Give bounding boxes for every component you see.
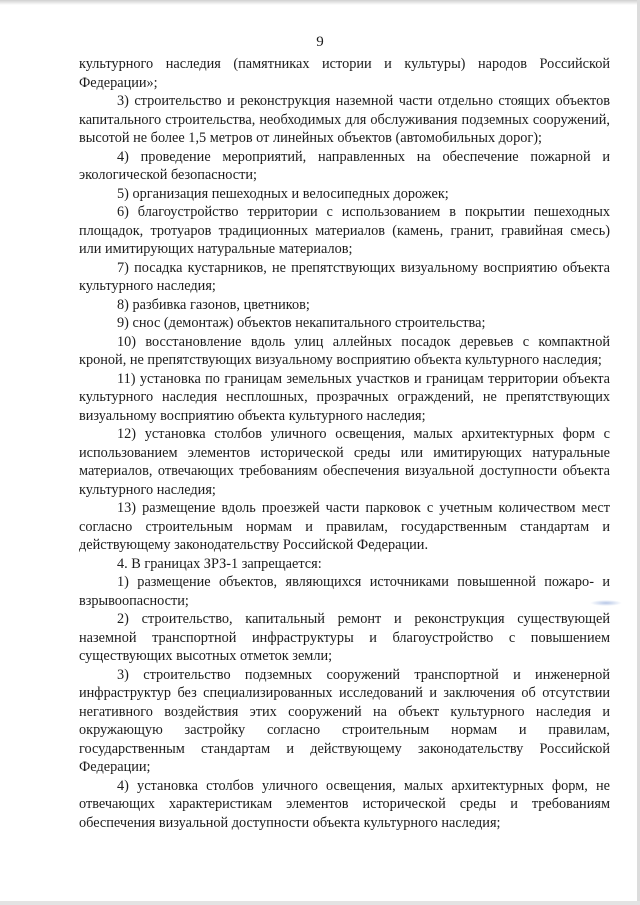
document-body: [79, 55, 610, 832]
paragraph-continuation: культурного наследия (памятниках истории и культуры) народов Российской Федерации»;: [79, 56, 610, 91]
paragraph-item-12: 12) установка столбов уличного освещения, малых архитектурных форм с использованием элементов исторической среды или имитирующих натуральные материалов, отвечающих требованиям обеспечения визуальной доступности объекта культурного наследия;: [79, 426, 610, 498]
page-number: 9: [316, 34, 324, 50]
paragraph-item-9: 9) снос (демонтаж) объектов некапитального строительства;: [117, 315, 486, 331]
prohibition-item-3: 3) строительство подземных сооружений транспортной и инженерной инфраструктур без специализированных исследований и заключения об отсутствии негативного воздействия этих сооружений на объект культурного наследия и окружающую застройку согласно строительным нормам и правилам, государственным стандартам и действующему законодательству Российской Федерации;: [79, 666, 610, 775]
paragraph-item-4: 4) проведение мероприятий, направленных на обеспечение пожарной и экологической безопасности;: [79, 148, 610, 183]
scan-bottom-edge: [0, 901, 640, 905]
paragraph-item-3: 3) строительство и реконструкция наземной части отдельно стоящих объектов капитального строительства, необходимых для обслуживания подземных сооружений, высотой не более 1,5 метров от линейных объектов (автомобильных дорог);: [79, 93, 610, 146]
paragraph-item-10: 10) восстановление вдоль улиц аллейных посадок деревьев с компактной кроной, не препятствующих визуальному восприятию объекта культурного наследия;: [79, 333, 610, 368]
paragraph-item-5: 5) организация пешеходных и велосипедных дорожек;: [117, 185, 449, 202]
paragraph-item-7: 7) посадка кустарников, не препятствующих визуальному восприятию объекта культурного наследия;: [79, 259, 610, 294]
prohibition-item-1: 1) размещение объектов, являющихся источниками повышенной пожаро- и взрывоопасности;: [79, 574, 610, 609]
prohibition-item-2: 2) строительство, капитальный ремонт и реконструкция существующей наземной транспортной инфраструктуры и благоустройство с повышением существующих высотных отметок земли;: [79, 611, 610, 664]
prohibition-item-4: 4) установка столбов уличного освещения, малых архитектурных форм, не отвечающих характеристикам элементов исторической среды и требованиям обеспечения визуальной доступности объекта культурного наследия;: [79, 777, 610, 831]
paragraph-item-11: 11) установка по границам земельных участков и границам территории объекта культурного наследия несплошных, прозрачных ограждений, не препятствующих визуальному восприятию объекта культурного наследия;: [79, 370, 610, 424]
section-heading-4: 4. В границах ЗРЗ-1 запрещается:: [117, 555, 322, 572]
paragraph-item-8: 8) разбивка газонов, цветников;: [117, 296, 310, 313]
scan-top-edge: [0, 0, 640, 5]
paragraph-item-6: 6) благоустройство территории с использованием в покрытии пешеходных площадок, тротуаров традиционных материалов (камень, гранит, гравийная смесь) или имитирующих натуральные материалов;: [79, 204, 610, 257]
paragraph-item-13: 13) размещение вдоль проезжей части парковок с учетным количеством мест согласно строительным нормам и правилам, государственным стандартам и действующему законодательству Российской Федерации.: [79, 500, 610, 553]
